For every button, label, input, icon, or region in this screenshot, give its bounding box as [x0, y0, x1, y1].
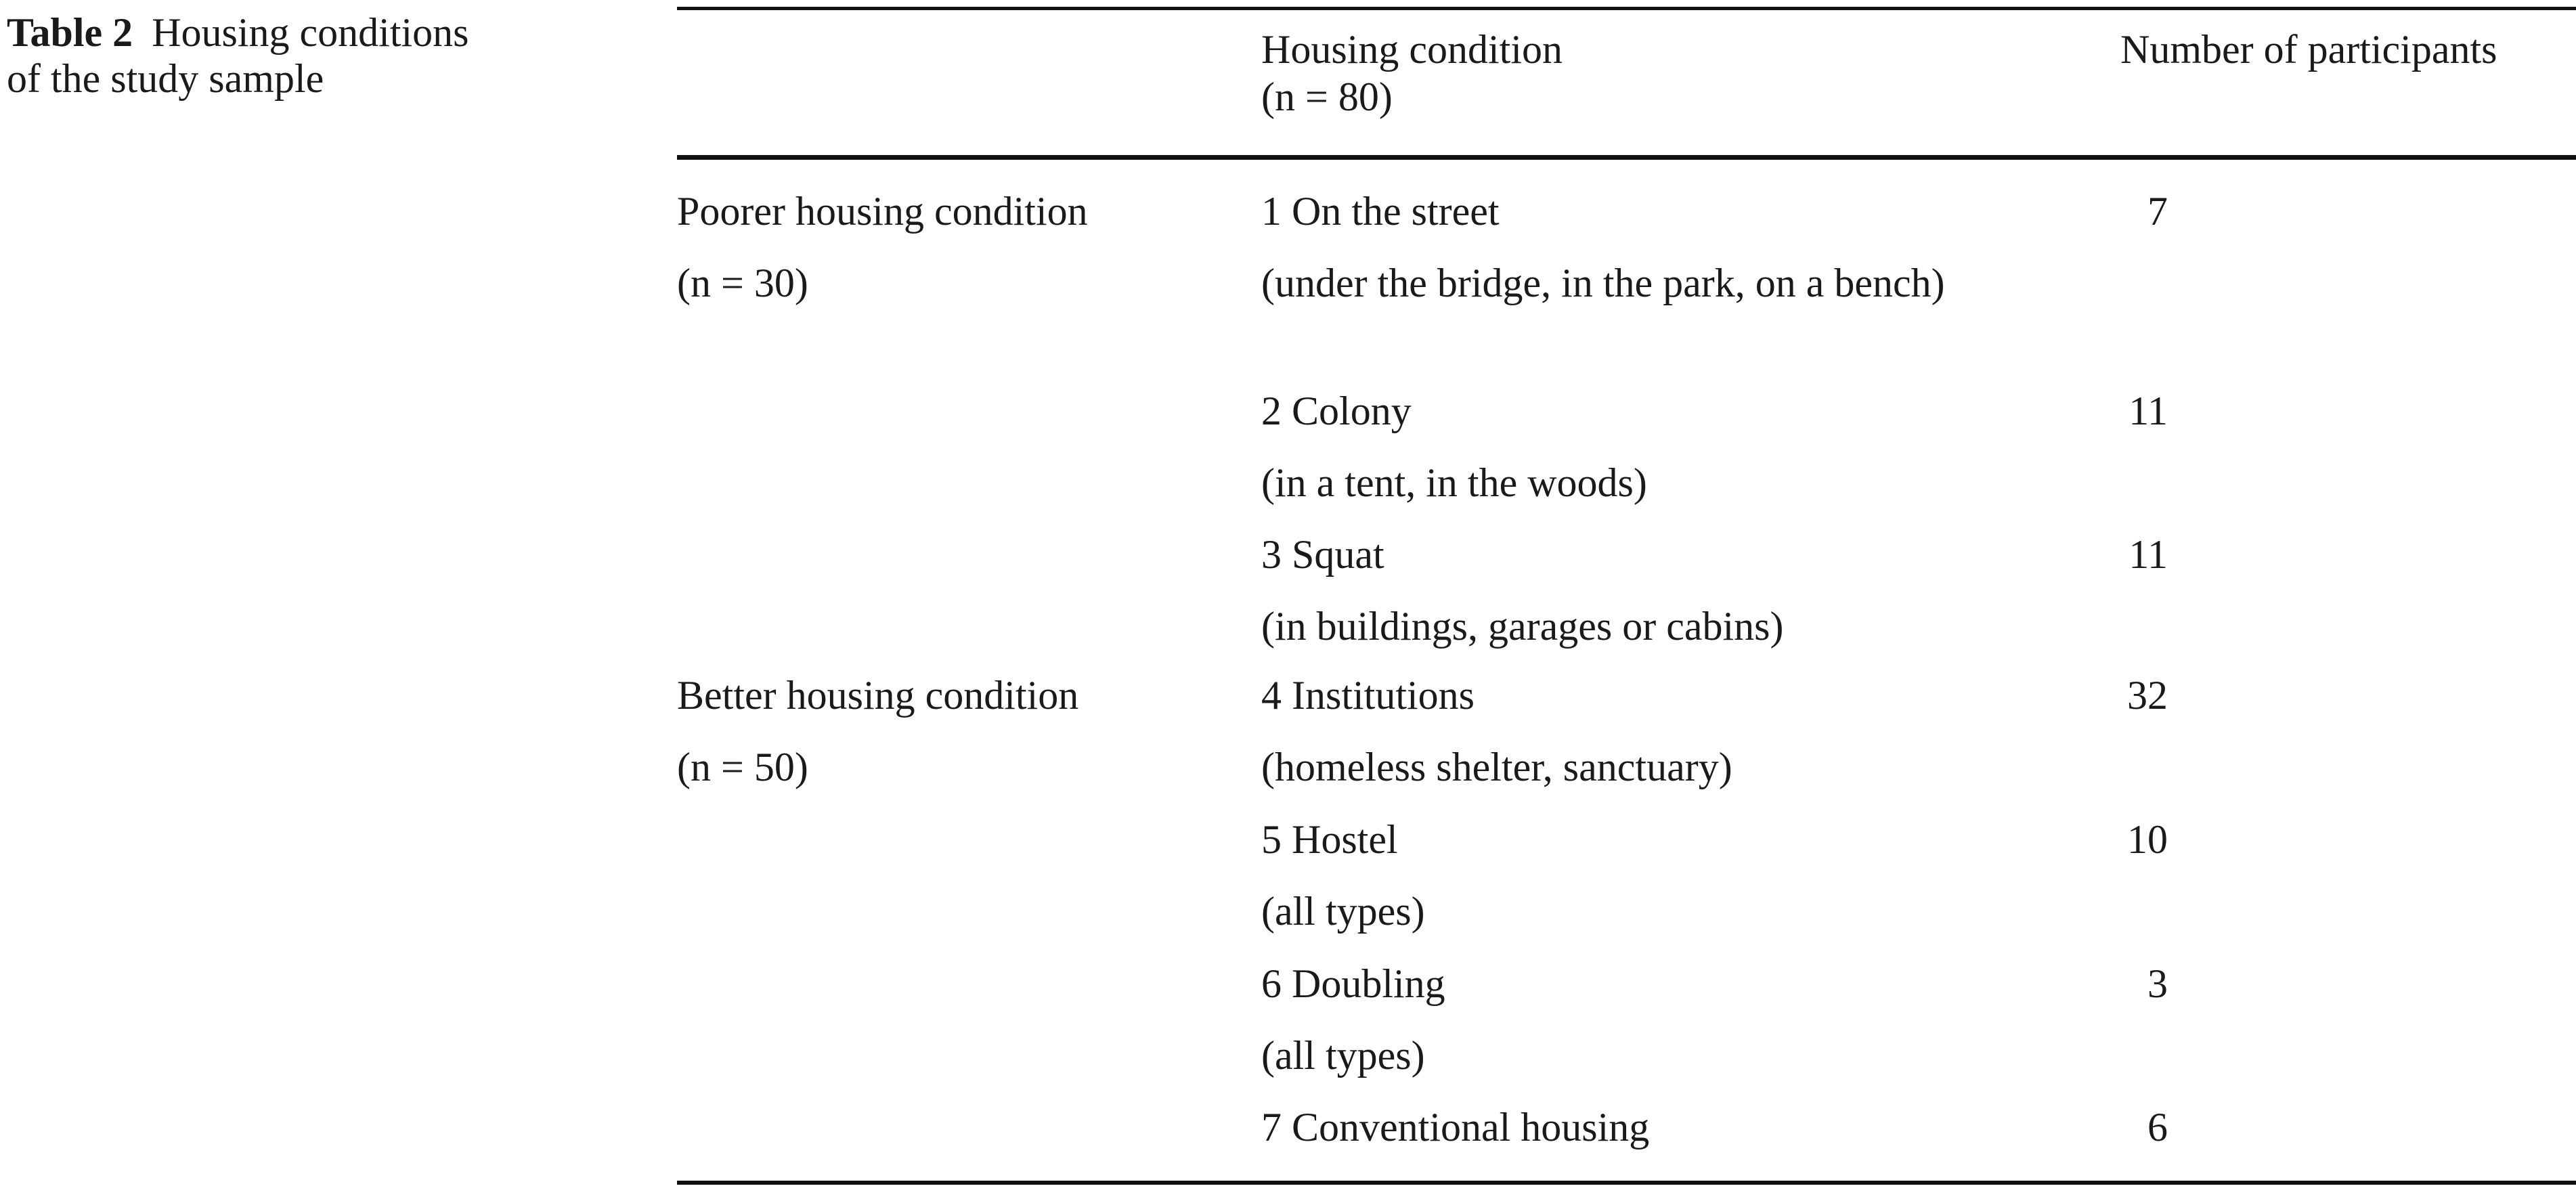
table-top-rule: [677, 7, 2576, 10]
row-condition: 3 Squat: [1261, 532, 1384, 577]
row-detail: (under the bridge, in the park, on a bench): [1261, 261, 1945, 305]
row-condition: 1 On the street: [1261, 189, 1500, 234]
row-detail: (all types): [1261, 889, 1425, 934]
header-number-of-participants: Number of participants: [2120, 27, 2497, 72]
row-condition: 4 Institutions: [1261, 673, 1475, 718]
header-housing-condition-n: (n = 80): [1261, 74, 1393, 119]
table-label: Table 2: [7, 10, 133, 55]
table-caption-text: Housing conditions of the study sample: [7, 10, 469, 101]
row-count: 6: [2147, 1105, 2168, 1150]
group-n-better: (n = 50): [677, 745, 808, 789]
table-header-rule: [677, 155, 2576, 160]
row-condition: 2 Colony: [1261, 389, 1412, 433]
row-condition: 5 Hostel: [1261, 817, 1398, 862]
row-condition: 6 Doubling: [1261, 961, 1445, 1006]
row-count: 3: [2147, 961, 2168, 1006]
row-detail: (all types): [1261, 1033, 1425, 1078]
row-detail: (homeless shelter, sanctuary): [1261, 745, 1732, 789]
table-caption: [7, 9, 494, 102]
row-detail: (in a tent, in the woods): [1261, 460, 1647, 505]
group-label-better: Better housing condition: [677, 673, 1079, 718]
row-count: 11: [2129, 532, 2168, 577]
row-count: 7: [2147, 189, 2168, 234]
group-n-poorer: (n = 30): [677, 261, 808, 305]
row-detail: (in buildings, garages or cabins): [1261, 604, 1784, 649]
row-count: 10: [2127, 817, 2168, 862]
row-condition: 7 Conventional housing: [1261, 1105, 1650, 1150]
group-label-poorer: Poorer housing condition: [677, 189, 1088, 234]
row-count: 11: [2129, 389, 2168, 433]
header-housing-condition-label: Housing condition: [1261, 27, 1563, 72]
row-count: 32: [2127, 673, 2168, 718]
header-housing-condition: [1261, 26, 1563, 121]
table-bottom-rule: [677, 1181, 2576, 1185]
